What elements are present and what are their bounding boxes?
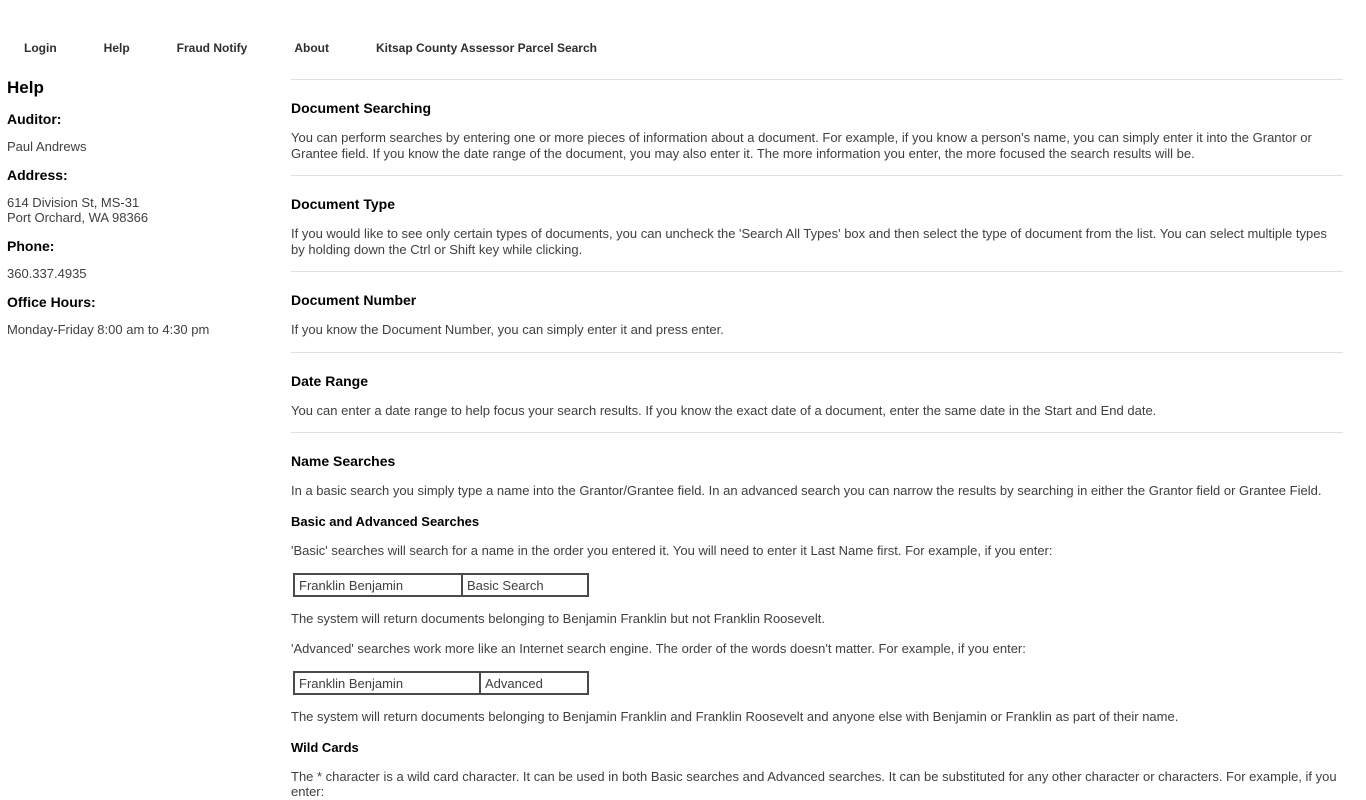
section-title-document-number: Document Number <box>291 292 417 308</box>
auditor-name: Paul Andrews <box>7 139 87 154</box>
help-content <box>291 79 1343 800</box>
example-search-type-cell: Basic Search <box>462 574 588 596</box>
table-row <box>294 574 588 596</box>
help-sidebar <box>0 79 291 337</box>
nav-login-link[interactable]: Login <box>24 41 57 55</box>
example-query-cell: Franklin Benjamin <box>294 574 462 596</box>
phone-label: Phone: <box>7 238 55 254</box>
content-row <box>0 79 1366 800</box>
advanced-search-result: The system will return documents belonging to Benjamin Franklin and Franklin Roosevelt and anyone else with Benjamin or Franklin as part of their name. <box>291 709 1179 724</box>
advanced-search-description: 'Advanced' searches work more like an Internet search engine. The order of the words doesn't matter. For example, if you enter: <box>291 640 1026 656</box>
section-title-date-range: Date Range <box>291 372 369 389</box>
section-body-document-type: If you would like to see only certain types of documents, you can uncheck the 'Search All Types' box and then select the type of document from the list. You can select multiple types by holding down the Ctrl or Shift key while clicking. <box>291 226 1327 257</box>
basic-search-description: 'Basic' searches will search for a name in the order you entered it. You will need to enter it Last Name first. For example, if you enter: <box>291 542 1053 558</box>
section-title-document-searching: Document Searching <box>291 100 432 116</box>
basic-search-result: The system will return documents belonging to Benjamin Franklin but not Franklin Roosevelt. <box>291 611 825 626</box>
section-title-document-type: Document Type <box>291 196 395 212</box>
nav-assessor-parcel-search-link[interactable]: Kitsap County Assessor Parcel Search <box>376 41 597 55</box>
address-line-1: 614 Division St, MS-31 <box>7 195 140 210</box>
subheading-basic-and-advanced-searches: Basic and Advanced Searches <box>291 513 480 529</box>
top-navigation <box>0 0 1366 55</box>
example-query-cell: Franklin Benjamin <box>294 672 480 694</box>
office-hours-label: Office Hours: <box>7 294 96 310</box>
address-line-2: Port Orchard, WA 98366 <box>7 210 149 225</box>
name-searches-intro: In a basic search you simply type a name into the Grantor/Grantee field. In an advanced search you can narrow the results by searching in either the Grantor field or Grantee Field. <box>291 483 1322 498</box>
nav-fraud-notify-link[interactable]: Fraud Notify <box>176 41 248 55</box>
section-title-name-searches: Name Searches <box>291 453 396 469</box>
section-divider <box>291 432 1343 433</box>
wild-cards-description: The * character is a wild card character. It can be used in both Basic searches and Advanced searches. It can be substituted for any other character or characters. For example, if you enter: <box>291 768 1337 799</box>
address-value <box>7 195 291 225</box>
auditor-label: Auditor: <box>7 111 62 127</box>
table-row <box>294 672 588 694</box>
example-search-type-cell: Advanced <box>480 672 588 694</box>
nav-about-link[interactable]: About <box>294 41 329 55</box>
section-body-document-searching: You can perform searches by entering one or more pieces of information about a document. For example, if you know a person's name, you can simply enter it into the Grantor or Grantee field. If you know the date range of the document, you may also enter it. The more information you enter, the more focused the search results will be. <box>291 130 1312 161</box>
section-divider <box>291 175 1343 176</box>
phone-number: 360.337.4935 <box>7 266 87 281</box>
section-divider <box>291 79 1343 80</box>
page-title: Help <box>7 78 44 97</box>
section-divider <box>291 271 1343 272</box>
advanced-search-example-table <box>293 671 589 695</box>
section-divider <box>291 352 1343 353</box>
office-hours-value: Monday-Friday 8:00 am to 4:30 pm <box>7 322 210 337</box>
section-body-date-range: You can enter a date range to help focus your search results. If you know the exact date of a document, enter the same date in the Start and End date. <box>291 402 1157 418</box>
basic-search-example-table <box>293 573 589 597</box>
subheading-wild-cards: Wild Cards <box>291 739 359 755</box>
address-label: Address: <box>7 167 68 183</box>
nav-help-link[interactable]: Help <box>103 41 130 55</box>
section-body-document-number: If you know the Document Number, you can simply enter it and press enter. <box>291 322 724 337</box>
